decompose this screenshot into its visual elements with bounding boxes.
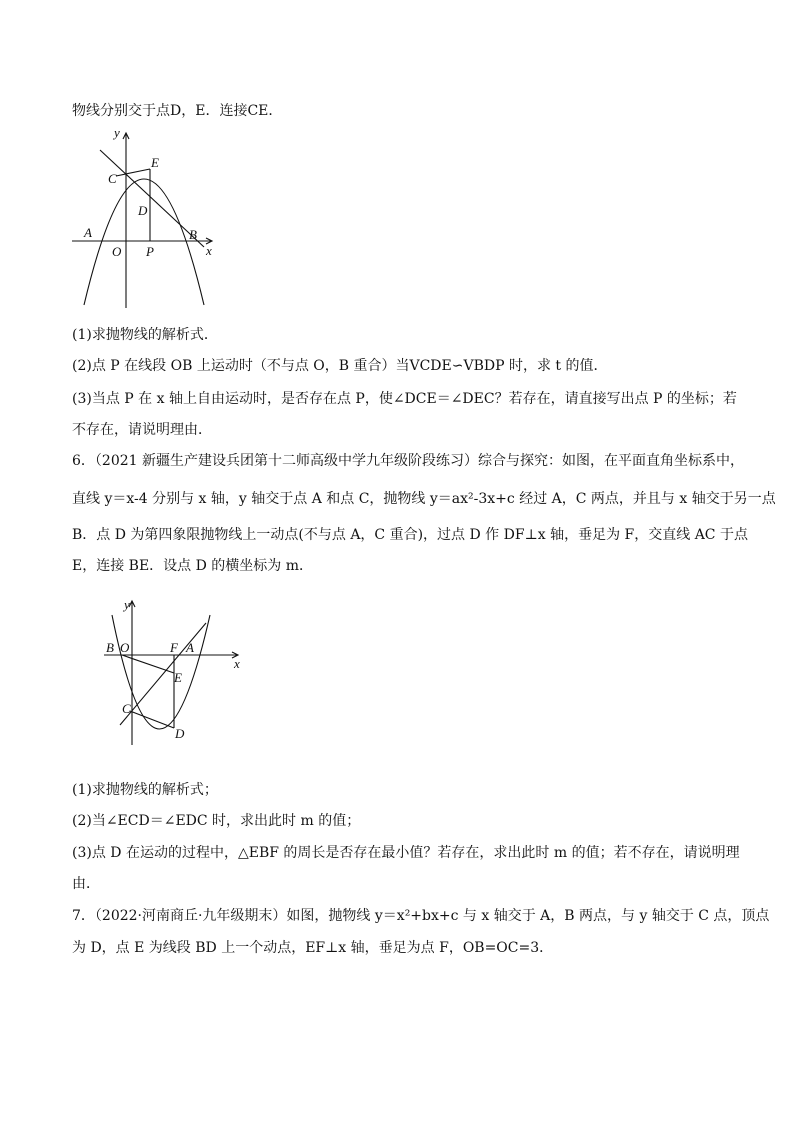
figure2-label-E: E: [174, 670, 182, 685]
figure1-label-P: P: [146, 244, 154, 259]
text-line: 由．: [72, 876, 100, 892]
figure1-label-C: C: [108, 171, 117, 186]
figure1-label-A: A: [84, 225, 92, 240]
text-line: (3)当点 P 在 x 轴上自由运动时，是否存在点 P，使∠DCE＝∠DEC？若存在，请直接写出点 P 的坐标；若: [72, 391, 737, 407]
text-line: E，连接 BE．设点 D 的横坐标为 m．: [72, 558, 314, 574]
figure2-label-B: B: [106, 640, 114, 655]
text-line: B．点 D 为第四象限抛物线上一动点(不与点 A，C 重合)，过点 D 作 DF⊥x 轴，垂足为 F，交直线 AC 于点: [72, 527, 748, 543]
text-line: (2)点 P 在线段 OB 上运动时（不与点 O，B 重合）当VCDE∽VBDP 时，求 t 的值．: [72, 358, 608, 374]
figure1-label-E: E: [151, 155, 159, 170]
figure2-label-x: x: [234, 656, 240, 671]
figure1-label-y: y: [114, 125, 120, 140]
text-line: 6．（2021 新疆生产建设兵团第十二师高级中学九年级阶段练习）综合与探究：如图，在平面直角坐标系中，: [72, 453, 744, 469]
figure-parabola-2: [100, 595, 270, 755]
text-line: 为 D，点 E 为线段 BD 上一个动点，EF⊥x 轴，垂足为点 F，OB=OC=3．: [72, 940, 554, 956]
text-line: 物线分别交于点D，E．连接CE．: [72, 103, 283, 119]
text-line: (1)求抛物线的解析式．: [72, 327, 218, 343]
figure2-label-F: F: [170, 640, 178, 655]
figure2-label-D: D: [175, 726, 185, 741]
figure1-label-B: B: [189, 227, 197, 242]
figure2-label-A: A: [186, 640, 194, 655]
text-line: 直线 y＝x-4 分别与 x 轴，y 轴交于点 A 和点 C，抛物线 y＝ax²-3x+c 经过 A，C 两点，并且与 x 轴交于另一点: [72, 491, 776, 507]
figure1-label-O: O: [112, 244, 122, 259]
text-line: (1)求抛物线的解析式；: [72, 782, 218, 798]
text-line: (2)当∠ECD＝∠EDC 时，求出此时 m 的值；: [72, 813, 361, 829]
figure1-label-D: D: [138, 203, 148, 218]
figure1-label-x: x: [206, 243, 212, 258]
text-line: (3)点 D 在运动的过程中，△EBF 的周长是否存在最小值？若存在，求出此时 m 的值；若不存在，请说明理: [72, 845, 740, 861]
figure-parabola-1: [68, 125, 228, 315]
figure2-label-O: O: [120, 640, 130, 655]
text-line: 不存在，请说明理由．: [72, 422, 212, 438]
text-line: 7．（2022·河南商丘·九年级期末）如图，抛物线 y＝x²+bx+c 与 x 轴交于 A，B 两点，与 y 轴交于 C 点，顶点: [72, 908, 770, 924]
figure2-label-C: C: [122, 701, 131, 716]
figure2-label-y: y: [124, 597, 130, 612]
